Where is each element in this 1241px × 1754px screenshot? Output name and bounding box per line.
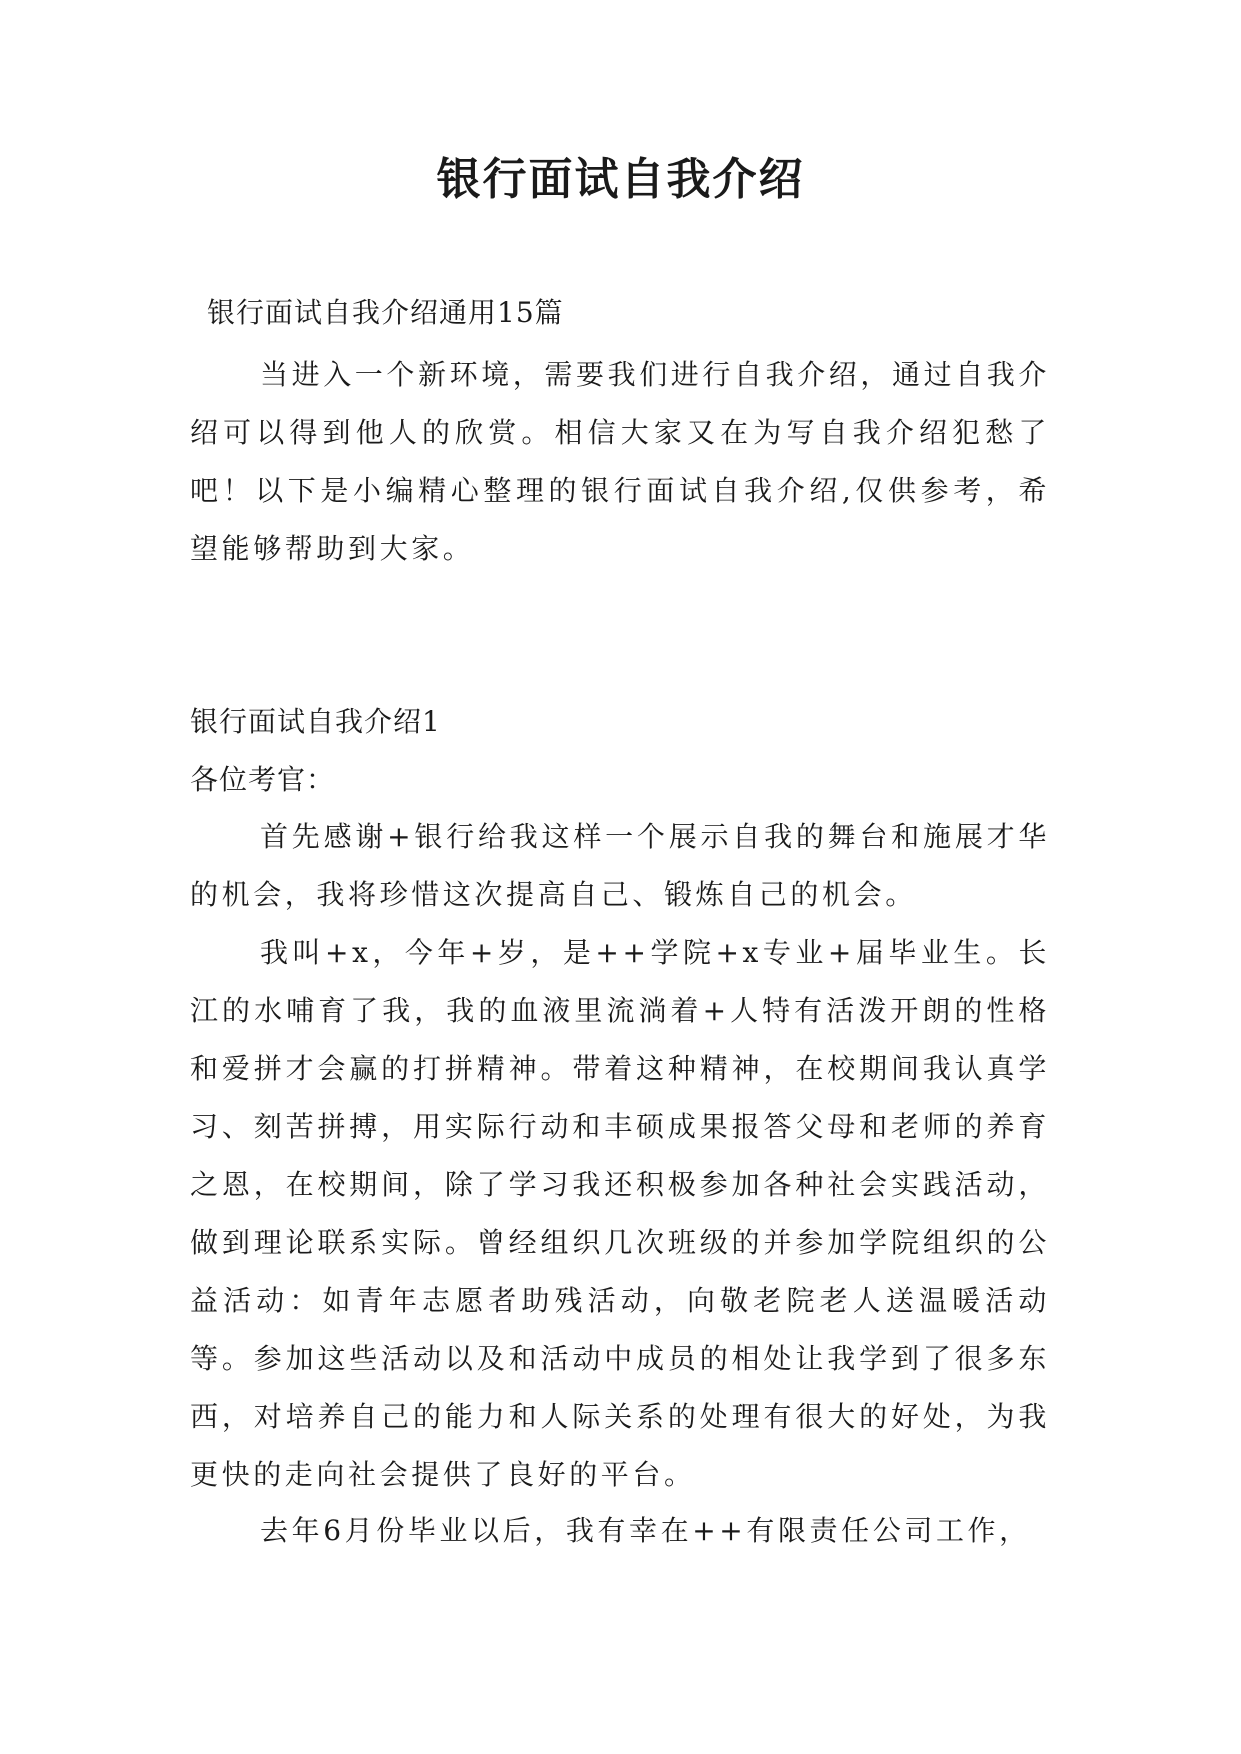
document-title: 银行面试自我介绍 bbox=[436, 154, 805, 205]
document-subtitle: 银行面试自我介绍通用15篇 bbox=[207, 296, 564, 329]
salutation: 各位考官： bbox=[190, 763, 336, 796]
body-paragraph-2 bbox=[190, 924, 1050, 1504]
section-heading: 银行面试自我介绍1 bbox=[190, 705, 441, 738]
intro-paragraph bbox=[190, 346, 1050, 578]
paragraph-text: 去年6月份毕业以后，我有幸在++有限责任公司工作， bbox=[260, 1514, 1031, 1547]
body-paragraph-3 bbox=[190, 1502, 1050, 1560]
body-paragraph-1 bbox=[190, 808, 1050, 924]
paragraph-text: 我叫+x，今年+岁，是++学院+x专业+届毕业生。长江的水哺育了我，我的血液里流淌着+人特有活泼开朗的性格和爱拼才会赢的打拼精神。带着这种精神，在校期间我认真学习、刻苦拼搏，用实际行动和丰硕成果报答父母和老师的养育之恩，在校期间，除了学习我还积极参加各种社会实践活动，做到理论联系实际。曾经组织几次班级的并参加学院组织的公益活动：如青年志愿者助残活动，向敬老院老人送温暖活动等。参加这些活动以及和活动中成员的相处让我学到了很多东西，对培养自己的能力和人际关系的处理有很大的好处，为我更快的走向社会提供了良好的平台。 bbox=[190, 936, 1050, 1491]
intro-text: 当进入一个新环境，需要我们进行自我介绍，通过自我介绍可以得到他人的欣赏。相信大家又在为写自我介绍犯愁了吧！以下是小编精心整理的银行面试自我介绍,仅供参考，希望能够帮助到大家。 bbox=[190, 358, 1051, 565]
paragraph-text: 首先感谢+银行给我这样一个展示自我的舞台和施展才华的机会，我将珍惜这次提高自己、锻炼自己的机会。 bbox=[190, 820, 1050, 911]
